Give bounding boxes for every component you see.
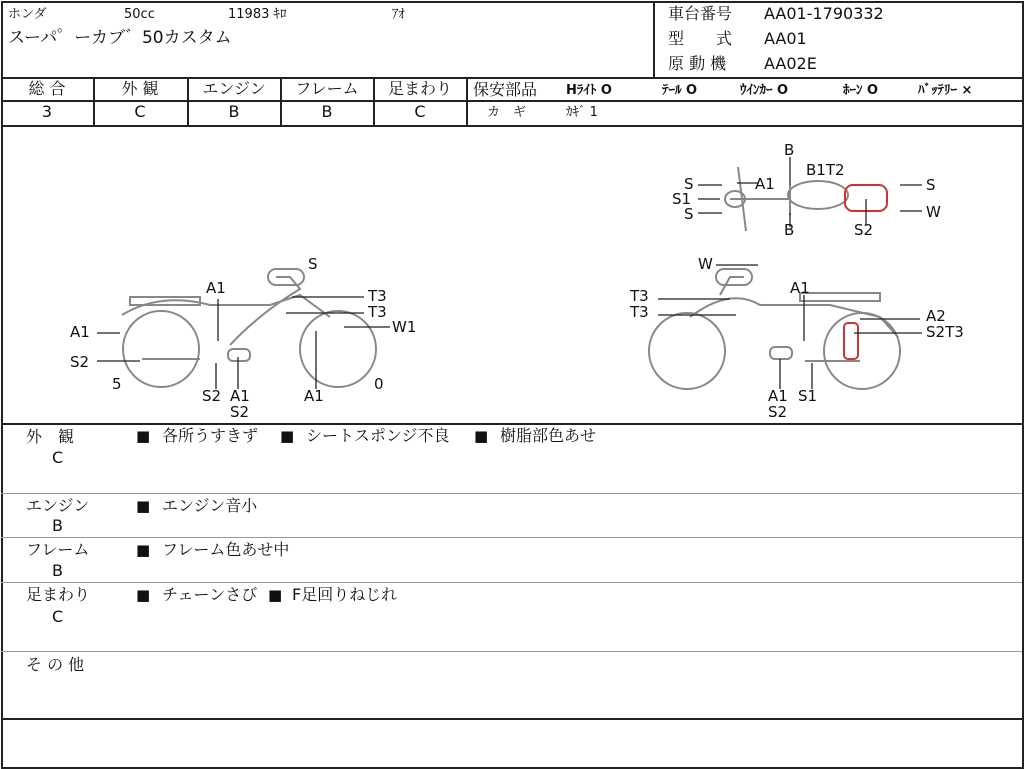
- engine-value: AA02E: [764, 54, 817, 73]
- safety-label: 保安部品: [473, 80, 538, 99]
- diagram-label: S2: [70, 353, 90, 371]
- mileage: 11983 ｷﾛ: [228, 7, 287, 22]
- diagram-label: S2: [768, 403, 788, 421]
- divider: [1, 423, 1022, 425]
- safety-winker: ｳｲﾝｶｰ O: [740, 83, 789, 98]
- safety-tail: ﾃｰﾙ O: [662, 83, 698, 98]
- divider: [1, 493, 1022, 494]
- safety-horn: ﾎｰﾝ O: [843, 83, 879, 98]
- diagram-label: S: [926, 176, 936, 194]
- diagram-label: S2T3: [926, 323, 964, 341]
- diagram-label: T3: [630, 303, 649, 321]
- diagram-label: S2: [202, 387, 222, 405]
- engine-label: 原 動 機: [668, 54, 727, 73]
- grade-label-engine: エンジン: [202, 79, 266, 98]
- diagram-label: B: [784, 141, 795, 159]
- divider: [93, 77, 95, 126]
- label-leaders: [97, 157, 922, 389]
- diagram-label: A2: [926, 307, 946, 325]
- grade-label-exterior: 外 観: [121, 79, 159, 98]
- divider: [1, 100, 1022, 102]
- left-side-bike: [122, 269, 376, 387]
- diagram-label: A1: [768, 387, 788, 405]
- diagram-label: S2: [230, 403, 250, 421]
- divider: [373, 77, 375, 126]
- grade-value-frame: B: [321, 102, 333, 121]
- diagram-label: S: [684, 175, 694, 193]
- damage-diagram: [0, 127, 1022, 423]
- diagram-label: S: [684, 205, 694, 223]
- divider: [1, 582, 1022, 583]
- body-color: ｱｵ: [392, 7, 405, 22]
- divider: [1, 718, 1022, 720]
- grade-label-overall: 総 合: [28, 79, 66, 98]
- grade-value-suspension: C: [414, 102, 426, 121]
- diagram-label: B1T2: [806, 161, 845, 179]
- grade-value-engine: B: [228, 102, 240, 121]
- divider: [466, 77, 468, 126]
- diagram-label: 5: [112, 375, 122, 393]
- divider: [1, 537, 1022, 538]
- divider: [653, 1, 655, 78]
- diagram-label: W: [926, 203, 941, 221]
- diagram-label: S: [308, 255, 318, 273]
- divider: [280, 77, 282, 126]
- type-value: AA01: [764, 29, 807, 48]
- type-label: 型 式: [668, 29, 733, 48]
- diagram-label: T3: [368, 287, 387, 305]
- diagram-label: S1: [672, 190, 692, 208]
- grade-value-exterior: C: [134, 102, 146, 121]
- key-value: ｶｷﾞ 1: [566, 105, 598, 120]
- diagram-label: A1: [70, 323, 90, 341]
- grade-value-overall: 3: [41, 102, 53, 121]
- model-name: スーパ゜ーカブ゛50カスタム: [8, 28, 232, 48]
- divider: [187, 77, 189, 126]
- diagram-label: T3: [368, 303, 387, 321]
- right-side-bike: [649, 269, 900, 389]
- diagram-label: B: [784, 221, 795, 239]
- diagram-label: A1: [230, 387, 250, 405]
- frame-no: AA01-1790332: [764, 4, 884, 23]
- diagram-label: S2: [854, 221, 874, 239]
- maker: ホンダ: [8, 7, 47, 22]
- diagram-label: S1: [798, 387, 818, 405]
- safety-battery: ﾊﾞｯﾃﾘｰ ×: [918, 83, 973, 98]
- grade-label-suspension: 足まわり: [387, 79, 453, 98]
- divider: [1, 651, 1022, 652]
- diagram-label: A1: [304, 387, 324, 405]
- diagram-label: 0: [374, 375, 384, 393]
- diagram-label: T3: [630, 287, 649, 305]
- diagram-label: A1: [755, 175, 775, 193]
- displacement: 50cc: [124, 7, 155, 22]
- frame-no-label: 車台番号: [668, 4, 733, 23]
- key-label: カ ギ: [487, 105, 527, 120]
- safety-headlight: Hﾗｲﾄ O: [566, 83, 612, 98]
- diagram-label: A1: [206, 279, 226, 297]
- diagram-label: W1: [392, 318, 417, 336]
- diagram-label: W: [698, 255, 713, 273]
- diagram-label: A1: [790, 279, 810, 297]
- grade-label-frame: フレーム: [295, 79, 359, 98]
